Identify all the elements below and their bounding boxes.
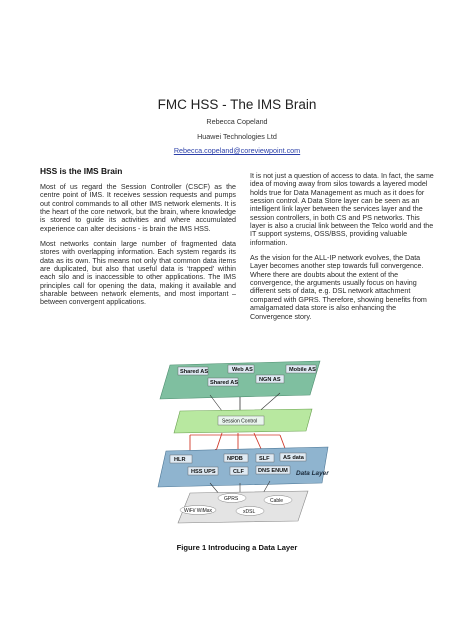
arrow-to-slf <box>254 433 262 451</box>
left-paragraph-2: Most networks contain large number of fragmented data stores with overlapping information. Each system regards its data as its own. This means not only that common data items are duplicated, but also that useful data is ‘trapped’ within each silo and is inaccessible to other applications. The IMS principles call for opening the data, making it available and sharable between network elements, and most important – between convergent applications. <box>40 240 236 307</box>
data-label-as-data: AS data <box>283 455 304 461</box>
arrow-to-hss <box>216 433 222 451</box>
access-label-wifi: WiFi/ WiMax <box>184 508 213 514</box>
author: Rebecca Copeland <box>206 117 268 126</box>
app-label-shared-as-1: Shared AS <box>180 369 209 375</box>
paper-title: FMC HSS - The IMS Brain <box>157 97 317 112</box>
data-label-clf: CLF <box>233 469 244 475</box>
email-link[interactable]: Rebecca.copeland@coreviewpoint.com <box>173 146 301 155</box>
data-label-hlr: HLR <box>174 457 186 463</box>
email-line <box>0 146 474 155</box>
right-column <box>250 172 436 328</box>
session-control-label: Session Control <box>222 418 258 425</box>
app-label-shared-as-2: Shared AS <box>210 380 239 386</box>
data-label-npdb: NPDB <box>227 456 243 462</box>
access-label-gprs: GPRS <box>224 496 239 502</box>
data-label-slf: SLF <box>259 456 270 462</box>
app-label-mobile-as: Mobile AS <box>289 367 316 373</box>
access-label-xdsl: xDSL <box>243 509 256 515</box>
affiliation: Huawei Technologies Ltd <box>197 132 277 141</box>
data-layer-label: Data Layer <box>296 470 329 477</box>
right-paragraph-2: As the vision for the ALL-IP network evolves, the Data Layer becomes another step towards full convergence. Where there are doubts about the extent of the convergence, the arguments usually focus on having different sets of data, e.g. DSL network attachment compared with GPRS. Therefore, showing benefits from amalgamated data store is also enhancing the Convergence story. <box>250 254 427 321</box>
figure-caption: Figure 1 Introducing a Data Layer <box>176 543 298 552</box>
right-paragraph-1: It is not just a question of access to data. In fact, the same idea of moving away from silos towards a layered model holds true for Data Management as much as it does for session control. A Data Store layer can be seen as an intelligent link layer between the services layer and the session controllers, in both CS and PS networks. This layer is also a crucial link between the Telco world and the IT support systems, OSS/BSS, providing valuable information. <box>250 172 434 247</box>
access-label-cable: Cable <box>270 498 284 504</box>
data-layer-diagram <box>150 355 330 525</box>
left-paragraph-1: Most of us regard the Session Controller (CSCF) as the centre point of IMS. It receives session requests and pumps out control commands to all other IMS network elements. It is the heart of the core network, but the brain, where knowledge is stored to guide its activities and where accumulated experience can alter decisions - is brain the IMS HSS. <box>40 183 236 233</box>
app-label-web-as: Web AS <box>232 367 253 373</box>
app-label-ngn-as: NGN AS <box>259 377 281 383</box>
data-label-hss-ups: HSS UPS <box>191 469 216 475</box>
data-label-dns-enum: DNS ENUM <box>258 468 288 474</box>
left-column <box>40 183 236 314</box>
section-heading: HSS is the IMS Brain <box>40 166 123 176</box>
